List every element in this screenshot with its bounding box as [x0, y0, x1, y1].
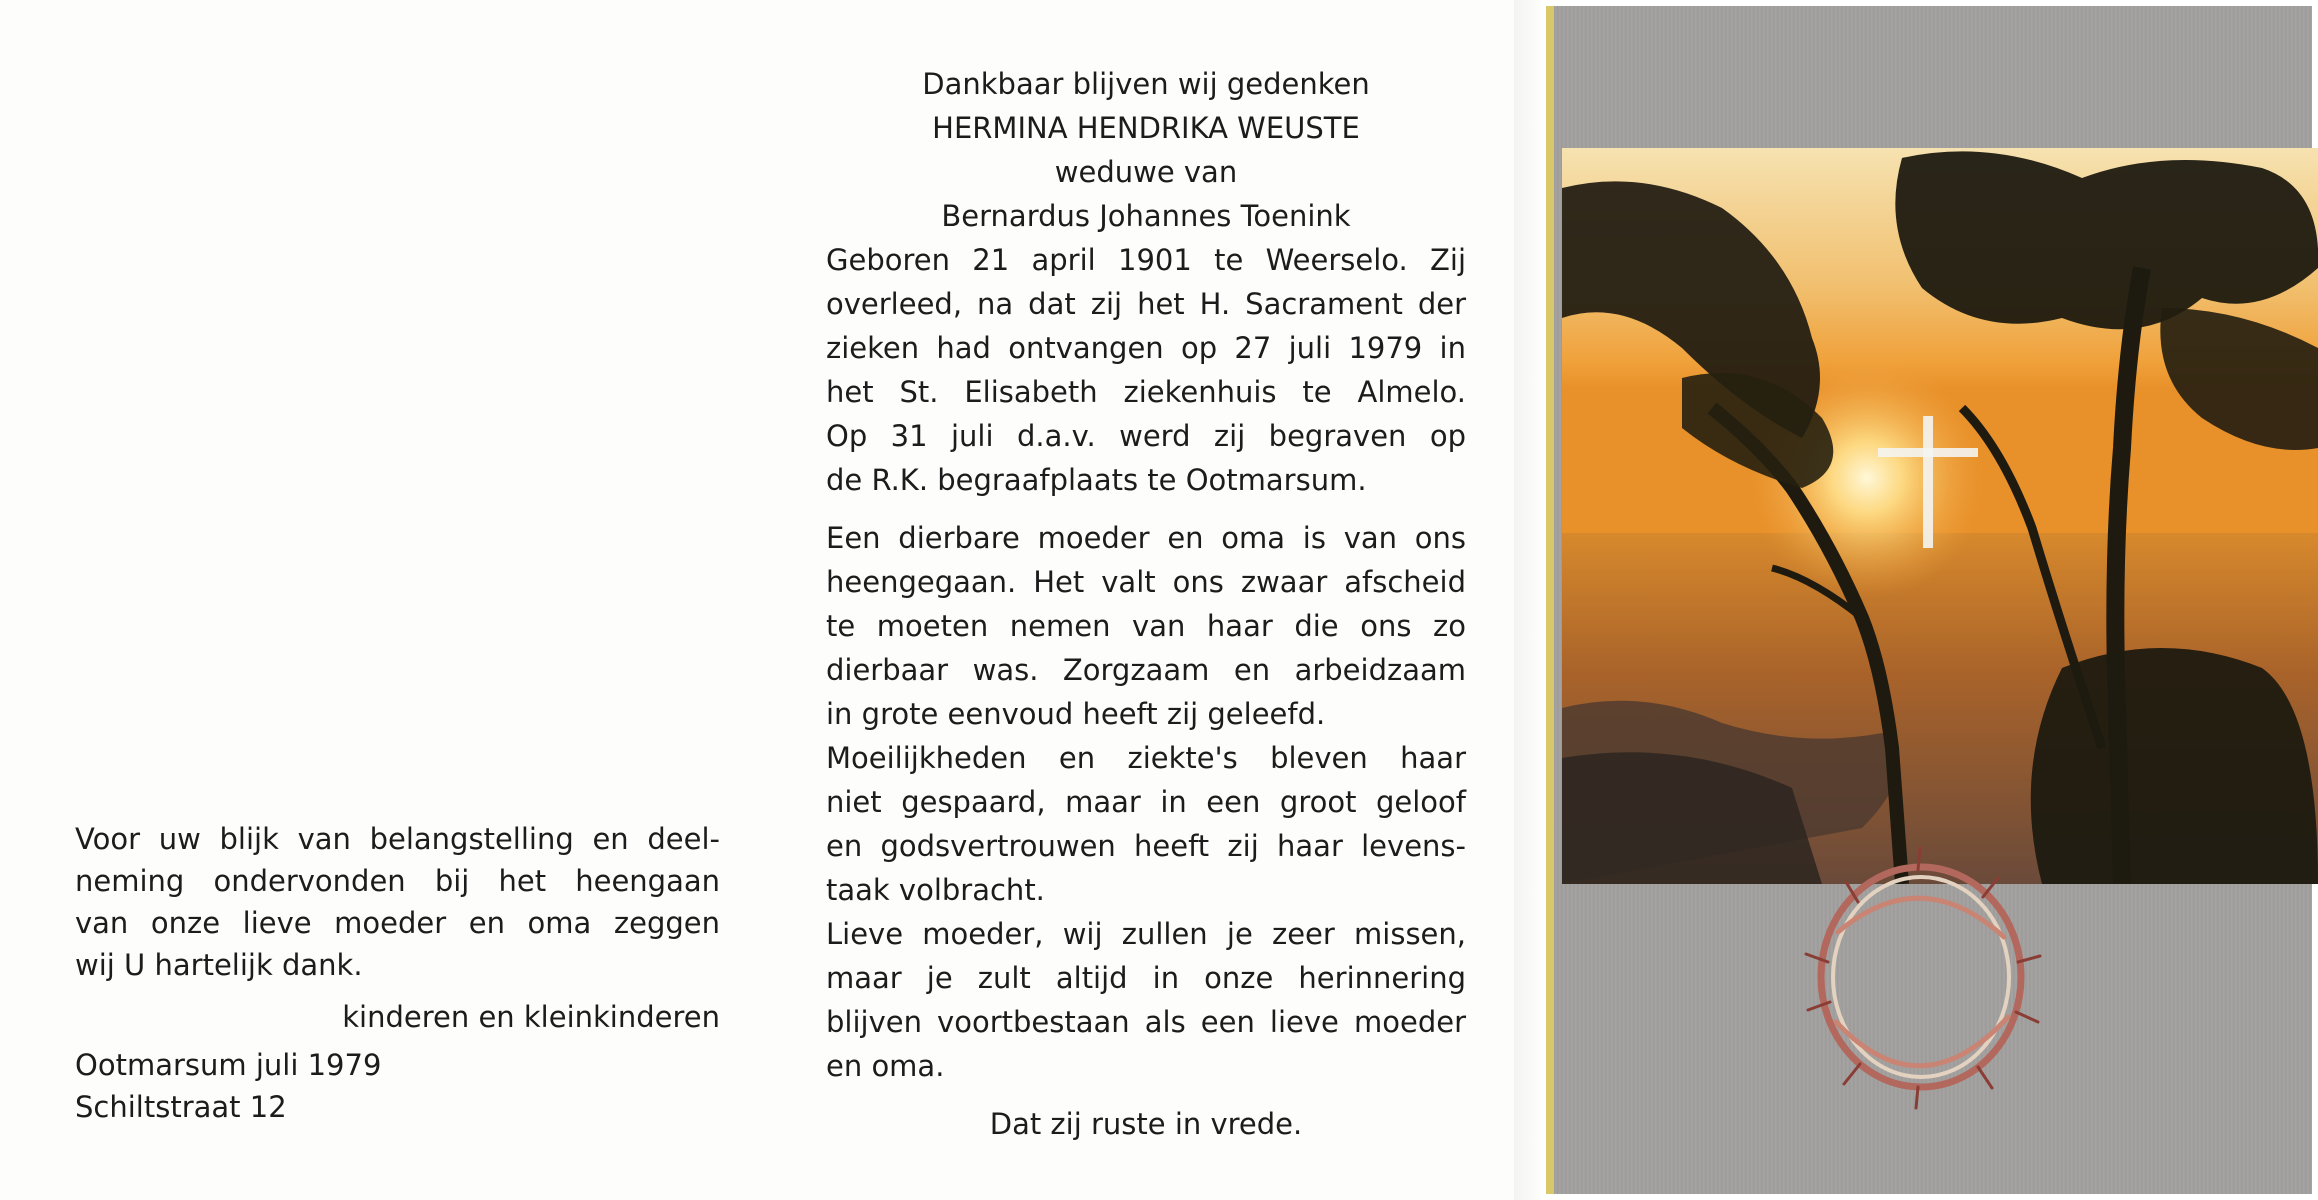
tribute-paragraph — [826, 516, 1466, 1088]
thanks-line: van onze lieve moeder en oma zeggen — [75, 906, 720, 940]
thanks-line: neming ondervonden bij het heengaan — [75, 864, 720, 898]
memorial-text — [826, 62, 1466, 1146]
tribute-line: blijven voortbestaan als een lieve moeder — [826, 1005, 1466, 1039]
deceased-name: HERMINA HENDRIKA WEUSTE — [932, 111, 1360, 145]
thanks-line: Voor uw blijk van belangstelling en deel- — [75, 822, 720, 856]
tribute-line: Moeilijkheden en ziekte's bleven haar — [826, 741, 1466, 775]
thank-you-note — [75, 818, 720, 1128]
bio-line: de R.K. begraafplaats te Ootmarsum. — [826, 463, 1367, 497]
bio-line: Geboren 21 april 1901 te Weerselo. Zij — [826, 243, 1466, 277]
place-date: Ootmarsum juli 1979 — [75, 1048, 382, 1082]
tribute-line: niet gespaard, maar in een groot geloof — [826, 785, 1466, 819]
address: Schiltstraat 12 — [75, 1090, 287, 1124]
sunset-photo — [1562, 148, 2318, 884]
signoff: kinderen en kleinkinderen — [342, 1000, 720, 1034]
tribute-line: dierbaar was. Zorgzaam en arbeidzaam — [826, 653, 1466, 687]
card-fold — [1514, 0, 1546, 1200]
tribute-line: maar je zult altijd in onze herinnering — [826, 961, 1466, 995]
bio-line: zieken had ontvangen op 27 juli 1979 in — [826, 331, 1466, 365]
tribute-line: taak volbracht. — [826, 873, 1045, 907]
tribute-line: te moeten nemen van haar die ons zo — [826, 609, 1466, 643]
spouse-name: Bernardus Johannes Toenink — [941, 199, 1351, 233]
intro-line: Dankbaar blijven wij gedenken — [922, 67, 1370, 101]
tribute-line: en godsvertrouwen heeft zij haar levens- — [826, 829, 1466, 863]
tribute-line: en oma. — [826, 1049, 945, 1083]
biography-paragraph — [826, 238, 1466, 502]
closing-line: Dat zij ruste in vrede. — [989, 1107, 1303, 1141]
crown-of-thorns-icon — [1798, 842, 2044, 1116]
bio-line: Op 31 juli d.a.v. werd zij begraven op — [826, 419, 1466, 453]
tribute-line: heengegaan. Het valt ons zwaar afscheid — [826, 565, 1466, 599]
relation-line: weduwe van — [1054, 155, 1238, 189]
bio-line: overleed, na dat zij het H. Sacrament der — [826, 287, 1466, 321]
tribute-line: Lieve moeder, wij zullen je zeer missen, — [826, 917, 1466, 951]
tribute-line: Een dierbare moeder en oma is van ons — [826, 521, 1466, 555]
bio-line: het St. Elisabeth ziekenhuis te Almelo. — [826, 375, 1466, 409]
memorial-card-front — [1546, 6, 2312, 1194]
tribute-line: in grote eenvoud heeft zij geleefd. — [826, 697, 1326, 731]
thanks-line: wij U hartelijk dank. — [75, 948, 363, 982]
